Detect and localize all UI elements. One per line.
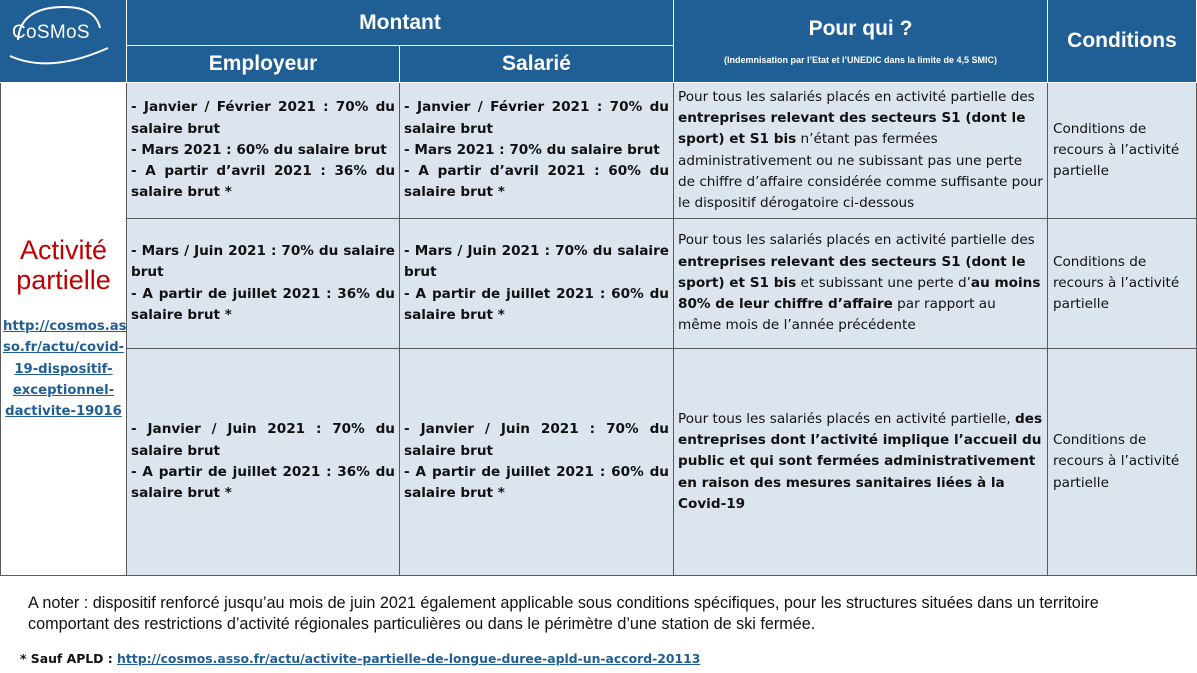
row3-pour-qui: Pour tous les salariés placés en activité partielle, des entreprises dont l’activité implique l’accueil du public et qui sont fermées administrativement en raison des mesures sanitaires liées à la Covid-19 xyxy=(674,349,1048,576)
logo-wordmark: CoSMoS xyxy=(12,22,90,43)
covid-dispositif-link[interactable]: http://cosmos.as so.fr/actu/covid- 19-dispositif- exceptionnel- dactivite-19016 xyxy=(3,319,127,420)
header-pour-qui: Pour qui ? (Indemnisation par l’Etat et l’UNEDIC dans la limite de 4,5 SMIC) xyxy=(674,0,1048,83)
row1-pour-qui: Pour tous les salariés placés en activité partielle des entreprises relevant des secteurs S1 (dont le sport) et S1 bis n’étant pas fermées administrativement ou ne subissant pas une perte de chiffre d’affaire considérée comme suffisante pour le dispositif dérogatoire ci-dessous xyxy=(674,83,1048,219)
apld-link[interactable]: http://cosmos.asso.fr/actu/activite-partielle-de-longue-duree-apld-un-accord-20113 xyxy=(117,651,701,666)
row3-salarie: - Janvier / Juin 2021 : 70% du salaire brut - A partir de juillet 2021 : 60% du salaire brut * xyxy=(400,349,674,576)
row1-conditions: Conditions de recours à l’activité partielle xyxy=(1048,83,1197,219)
row3-employeur: - Janvier / Juin 2021 : 70% du salaire brut - A partir de juillet 2021 : 36% du salaire brut * xyxy=(127,349,400,576)
header-pour-qui-note: (Indemnisation par l’Etat et l’UNEDIC dans la limite de 4,5 SMIC) xyxy=(723,55,998,65)
side-label xyxy=(0,83,127,576)
cosmos-logo xyxy=(0,0,127,83)
header-conditions: Conditions xyxy=(1048,0,1197,83)
row1-salarie: - Janvier / Février 2021 : 70% du salaire brut - Mars 2021 : 70% du salaire brut - A partir d’avril 2021 : 60% du salaire brut * xyxy=(400,83,674,219)
row3-conditions: Conditions de recours à l’activité partielle xyxy=(1048,349,1197,576)
footnote-prefix: * Sauf APLD : xyxy=(20,651,118,666)
header-salarie: Salarié xyxy=(400,46,674,83)
header-montant: Montant xyxy=(127,0,674,46)
footnote xyxy=(20,651,700,666)
row2-salarie: - Mars / Juin 2021 : 70% du salaire brut - A partir de juillet 2021 : 60% du salaire brut * xyxy=(400,219,674,349)
row1-employeur: - Janvier / Février 2021 : 70% du salaire brut - Mars 2021 : 60% du salaire brut - A partir d’avril 2021 : 36% du salaire brut * xyxy=(127,83,400,219)
header-employeur: Employeur xyxy=(127,46,400,83)
row2-employeur: - Mars / Juin 2021 : 70% du salaire brut - A partir de juillet 2021 : 36% du salaire brut * xyxy=(127,219,400,349)
row2-conditions: Conditions de recours à l’activité partielle xyxy=(1048,219,1197,349)
row2-pour-qui: Pour tous les salariés placés en activité partielle des entreprises relevant des secteurs S1 (dont le sport) et S1 bis et subissant une perte d’au moins 80% de leur chiffre d’affaire par rapport au même mois de l’année précédente xyxy=(674,219,1048,349)
side-title: Activité partielle xyxy=(16,235,111,295)
note-paragraph: A noter : dispositif renforcé jusqu’au mois de juin 2021 également applicable sous conditions spécifiques, pour les structures situées dans un territoire comportant des restrictions d’activité régionales particulières ou dans le périmètre d’une station de ski fermée. xyxy=(28,594,1099,634)
